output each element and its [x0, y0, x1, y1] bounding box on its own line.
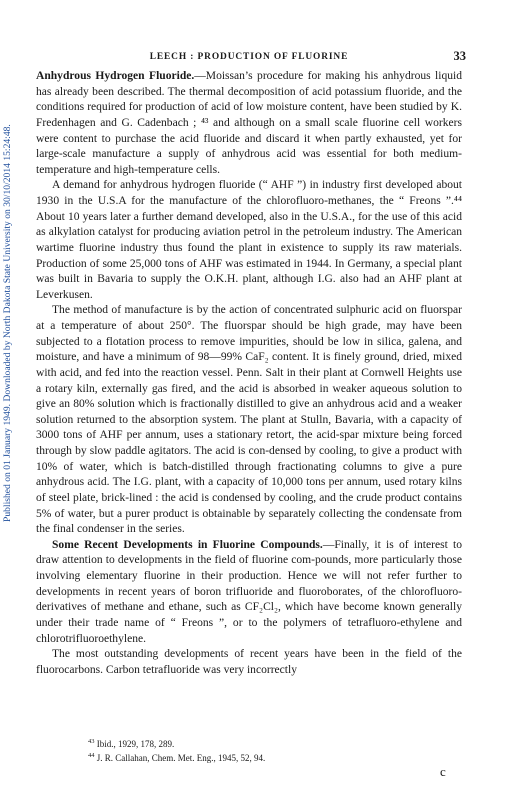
footnote-text: Ibid., 1929, 178, 289.: [96, 739, 175, 749]
page-number: 33: [453, 49, 466, 63]
paragraph-text: —Finally, it is of interest to draw attention to developments in the field of fluorine com-pounds, more particularly those involving elementary fluorine in their production. Hence we will not refer further to developments in recent years of boron trifluoride and fluoroborates, of the chlorofluoro-derivatives of methane and ethane, such as CF₂Cl₂, which have become known generally under their trade name of “ Freons ”, or to the polymers of tetrafluoro-ethylene and chlorotrifluoroethylene.: [36, 538, 462, 645]
footnote-44: [36, 750, 462, 764]
section-heading-anhydrous-hf: Anhydrous Hydrogen Fluoride.: [36, 70, 195, 82]
paragraph-recent-developments: [36, 538, 462, 647]
footnotes: [36, 736, 462, 764]
running-head: LEECH : PRODUCTION OF FLUORINE: [149, 52, 349, 62]
paragraph-manufacture-method: [36, 303, 462, 537]
download-notice: [2, 42, 16, 522]
footnote-number: 43: [88, 738, 95, 745]
paragraph-ahf-demand: [36, 178, 462, 303]
download-notice-text: Published on 01 January 1949. Downloaded by North Dakota State University on 30/10/2014 15:24:48.: [2, 124, 13, 522]
paragraph-text: The most outstanding developments of recent years have been in the field of the fluorocarbons. Carbon tetrafluoride was very incorrectly: [36, 648, 462, 676]
footnote-number: 44: [88, 752, 95, 759]
paragraph-fluorocarbons: [36, 647, 462, 678]
section-heading-recent-developments: Some Recent Developments in Fluorine Compounds.: [52, 538, 323, 551]
footnote-text: J. R. Callahan, Chem. Met. Eng., 1945, 52, 94.: [96, 753, 266, 763]
article-body: [36, 69, 462, 678]
paragraph-text: The method of manufacture is by the action of concentrated sulphuric acid on fluorspar at a temperature of about 250°. The fluorspar should be high grade, may have been subjected to a flotation process to remove impurities, should be low in silica, galena, and moisture, and have a minimum of 98—99% CaF₂ content. It is finely ground, dried, mixed with acid, and fed into the reaction vessel. Penn. Salt in their plant at Cornwell Heights use a rotary kiln, externally gas fired, and the acid is absorbed in weaker aqueous solution to give an 80% solution which is fractionally distilled to give an anhydrous acid and a weaker solution returned to the absorption system. The plant at Stulln, Bavaria, with a capacity of 3000 tons of AHF per annum, uses a stationary retort, the acid-spar mixture being forced through by slow paddle agitators. The acid is con-densed by cooling, to give a product with 10% of water, which is batch-distilled through fractionating columns to give a pure anhydrous acid. The I.G. plant, with a capacity of 10,000 tons per annum, used rotary kilns of steel plate, brick-lined : the acid is condensed by cooling, and the crude product contains 5% of water, but a purer product is obtainable by separately collecting the condensate from the final condenser in the series.: [36, 304, 462, 536]
paragraph-text: A demand for anhydrous hydrogen fluoride (“ AHF ”) in industry first developed about 1930 in the U.S.A for the manufacture of the chlorofluoro-methanes, the “ Freons ”.⁴⁴ About 10 years later a further demand developed, also in the U.S.A., for the use of this acid as alkylation catalyst for producing aviation petrol in the petroleum industry. The American wartime fluorine industry thus found the plant in existence to supply its raw materials. Production of some 25,000 tons of AHF was estimated in 1944. In Germany, a special plant was built in Bavaria to supply the O.K.H. plant, although I.G. also had an AHF plant at Leverkusen.: [36, 179, 462, 301]
page-header: [36, 49, 466, 66]
paragraph-text: —Moissan’s procedure for making his anhydrous liquid has already been described. The thermal decomposition of acid potassium fluoride, and the conditions required for production of acid of low moisture content, have been studied by K. Fredenhagen and G. Cadenbach ; ⁴³ and although on a small scale fluorine cell workers were content to purchase the acid fluoride and discard it when partly exhausted, yet for large-scale manufacture a supply of anhydrous acid was essential for both medium-temperature and high-temperature cells.: [36, 70, 462, 176]
footnote-43: [36, 736, 462, 750]
printer-signature-mark: c: [440, 764, 446, 779]
paragraph-anhydrous-hf: [36, 69, 462, 178]
